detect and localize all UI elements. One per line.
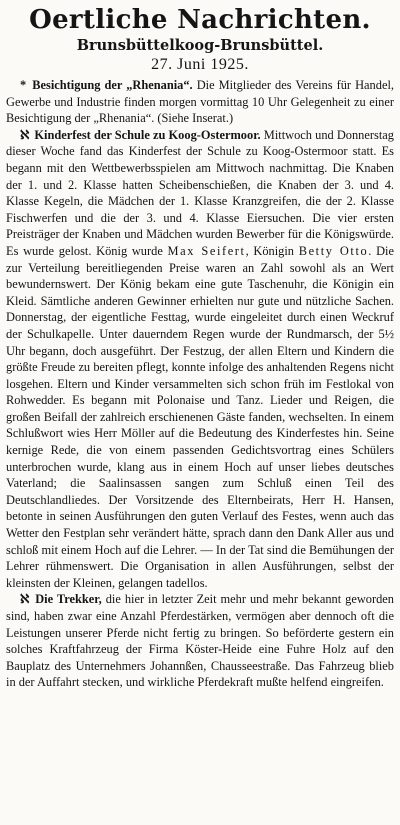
- local-section-subhead: Brunsbüttelkoog-Brunsbüttel.: [76, 37, 324, 54]
- article-headline: Kinderfest der Schule zu Koog-Ostermoor.: [34, 127, 261, 142]
- dateline: 27. Juni 1925.: [151, 56, 249, 73]
- section-marker: ℵ: [20, 592, 30, 607]
- article-body: Die Mitglieder des Vereins für Handel, Gewerbe und Industrie finden morgen vormittag 10 Uhr Gelegenheit zu einer Besichtigung der „Rhenania“. (Siehe Inserat.): [6, 78, 394, 126]
- article-headline: Besichtigung der „Rhenania“.: [32, 78, 193, 92]
- article-body: Mittwoch und Donnerstag dieser Woche fand das Kinderfest der Schule zu Koog-Ostermoor statt. Es begann mit den Wettbewerbsspielen am Mittwoch nachmittag. Die Knaben der 1. und 2. Klasse hatten Scheibenschießen, die Knaben der 3. und 4. Klasse Kegeln, die Mädchen der 1. Klasse Kranzgreifen, die der 2. Klasse Fischwerfen und die der 3. und 4. Klasse Eiersuchen. Die vier ersten Preisträger der Knaben und Mädchen wurden Bewerber für die Königswürde. Es wurde gelost. König wurde: [6, 127, 394, 258]
- section-marker: ℵ: [20, 127, 30, 142]
- king-name: Max Seifert: [167, 243, 246, 258]
- article-headline: Die Trekker,: [35, 592, 102, 607]
- asterisk-marker: *: [20, 78, 27, 92]
- article-body: , Königin: [245, 243, 299, 258]
- article-kinderfest: [6, 127, 394, 592]
- article-besichtigung: [6, 77, 394, 127]
- article-trekker: [6, 591, 394, 691]
- article-body: die hier in letzter Zeit mehr und mehr bekannt geworden sind, haben zwar eine Anzahl Pferdestärken, vermögen aber dennoch oft die Leistungen unserer Pferde nicht fertig zu bringen. So beförderte gestern ein solches Kraftfahrzeug der Firma Köster-Heide eine Fuhre Holz auf den Bauplatz des Unternehmers Johannßen, Chausseestraße. Das Fahrzeug blieb in der Auffahrt stecken, und wirkliche Pferdekraft mußte helfend eingreifen.: [6, 592, 394, 690]
- queen-name: Betty Otto: [298, 243, 369, 258]
- masthead-title: Oertliche Nachrichten.: [29, 5, 371, 35]
- article-body: . Die zur Verteilung bereitliegenden Preise waren an Zahl sowohl als an Wert bewundernswert. Der König bekam eine gute Taschenuhr, die Königin ein Kleid. Sämtliche anderen Gewinner erhielten nur gute und nützliche Sachen. Donnerstag, der eigentliche Festtag, wurde eingeleitet durch einen Weckruf der Schulkapelle. Unter dauerndem Regen wurde der Rundmarsch, der 5½ Uhr begann, doch ausgeführt. Der Festzug, der allen Eltern und Kindern die größte Freude zu bereiten pflegt, konnte infolge des anhaltenden Regens nicht losgehen. Eltern und Kinder versammelten sich schon früh im Festlokal von Rohwedder. Es begann mit Polonaise und Tanz. Lieder und Reigen, die großen Beifall der zahlreich erschienenen Gäste fanden, wechselten. In einem Schlußwort wies Herr Möller auf die Bedeutung des Kinderfestes hin. Seine kernige Rede, die von einem passenden Gedichtsvortrag eines Schülers unterbrochen wurde, klang aus in einem Hoch auf unser liebes deutsches Vaterland; die Saalinsassen sangen zum Schluß einen Teil des Deutschlandliedes. Der Vorsitzende des Elternbeirats, Herr H. Hansen, betonte in seinen Ausführungen den guten Verlauf des Festes, wenn auch das Wetter den Festplan sehr verändert hätte, sprach dann den Dank Aller aus und schloß mit einem Hoch auf die Lehrer. — In der Tat sind die Bemühungen der Lehrer rühmenswert. Die Organisation in allen Ausführungen, selbst der kleinsten der Kleinen, gelangen tadellos.: [6, 243, 394, 590]
